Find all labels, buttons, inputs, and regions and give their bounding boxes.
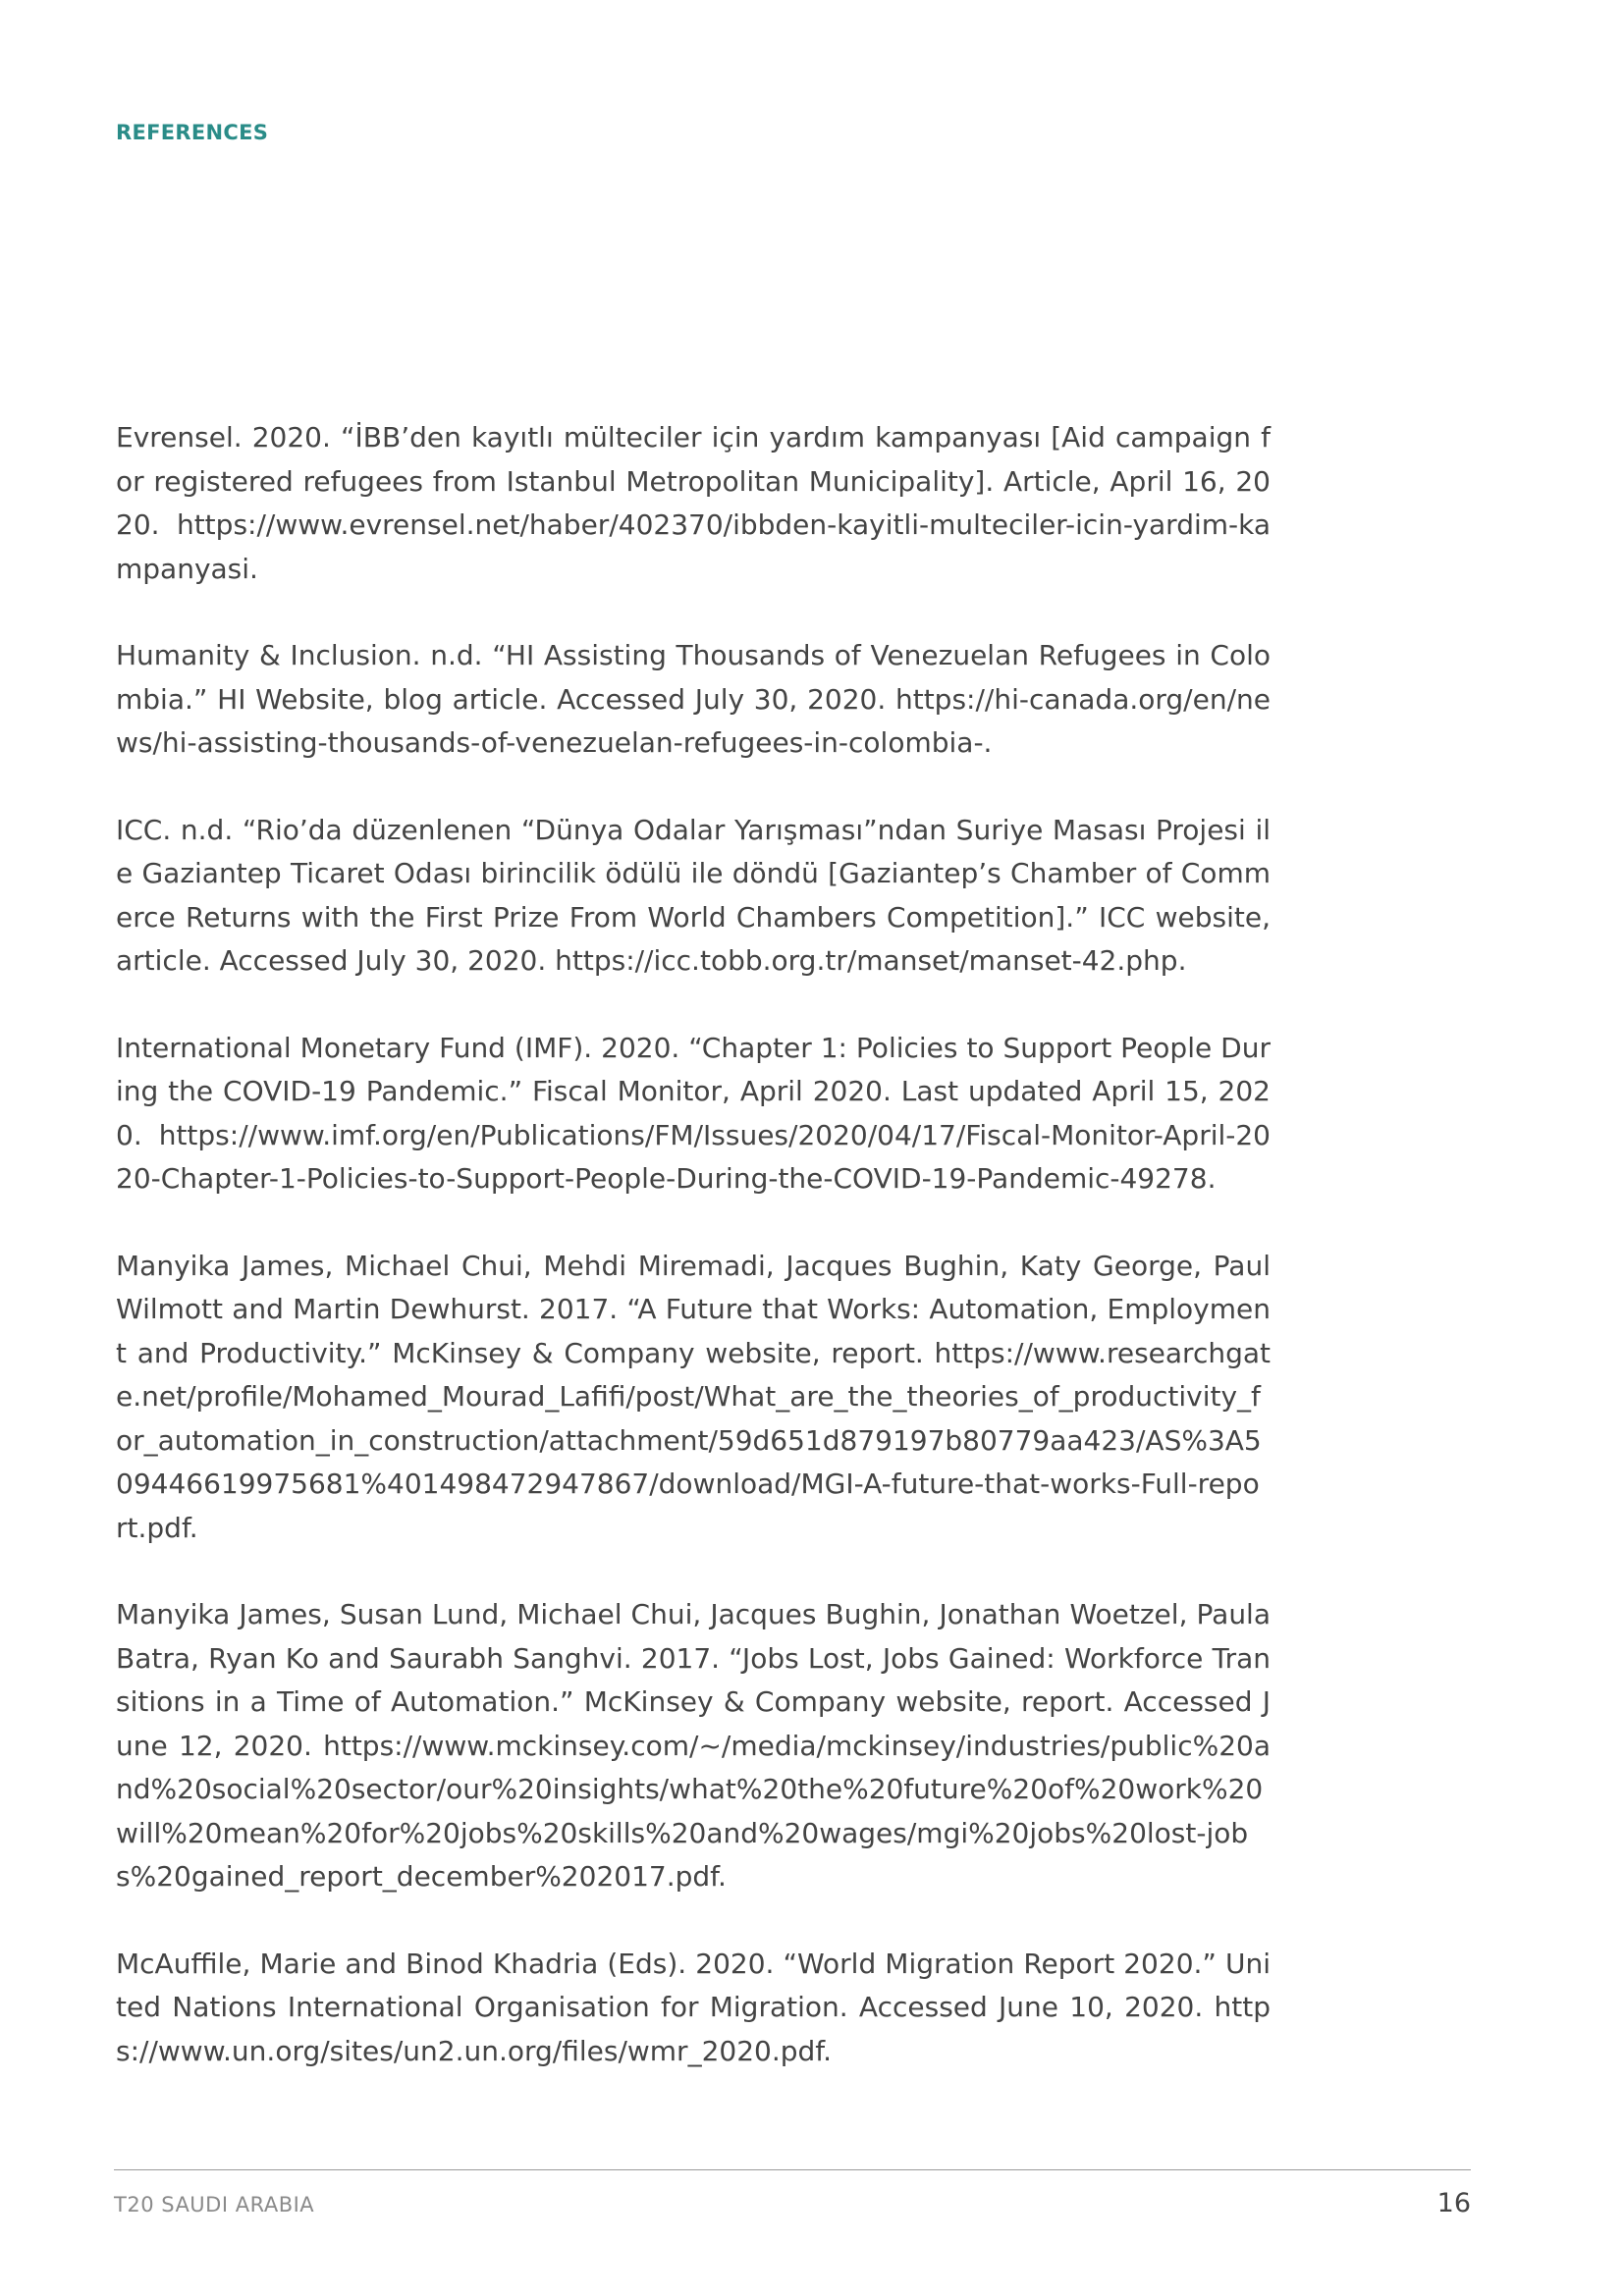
page-number: 16 xyxy=(1436,2188,1471,2218)
reference-entry: Evrensel. 2020. “İBB’den kayıtlı mülteciler için yardım kampanyası [Aid campaign for registered refugees from Istanbul Metropolitan Municipality]. Article, April 16, 2020. https://www.evrensel.net/haber/402370/ibbden-kayitli-multeciler-icin-yardim-kampanyasi. xyxy=(116,421,1271,585)
reference-entry: McAuffile, Marie and Binod Khadria (Eds). 2020. “World Migration Report 2020.” United Nations International Organisation for Migration. Accessed June 10, 2020. https://www.un.org/sites/un2.un.org/files/wmr_2020.pdf. xyxy=(116,1947,1271,2067)
reference-entry: International Monetary Fund (IMF). 2020. “Chapter 1: Policies to Support People During the COVID-19 Pandemic.” Fiscal Monitor, April 2020. Last updated April 15, 2020. https://www.imf.org/en/Publications/FM/Issues/2020/04/17/Fiscal-Monitor-April-2020-Chapter-1-Policies-to-Support-People-During-the-COVID-19-Pandemic-49278. xyxy=(116,1031,1271,1195)
reference-entry: Humanity & Inclusion. n.d. “HI Assisting Thousands of Venezuelan Refugees in Colombia.” HI Website, blog article. Accessed July 30, 2020. https://hi-canada.org/en/news/hi-assisting-thousands-of-venezuelan-refugees-in-colombia-. xyxy=(116,639,1271,759)
reference-entry: ICC. n.d. “Rio’da düzenlenen “Dünya Odalar Yarışması”ndan Suriye Masası Projesi ile Gaziantep Ticaret Odası birincilik ödülü ile döndü [Gaziantep’s Chamber of Commerce Returns with the First Prize From World Chambers Competition].” ICC website, article. Accessed July 30, 2020. https://icc.tobb.org.tr/manset/manset-42.php. xyxy=(116,813,1271,977)
footer-divider xyxy=(114,2169,1471,2170)
section-label: REFERENCES xyxy=(116,121,269,144)
footer-publication: T20 SAUDI ARABIA xyxy=(114,2193,315,2216)
reference-list xyxy=(116,416,1271,2073)
reference-entry: Manyika James, Susan Lund, Michael Chui, Jacques Bughin, Jonathan Woetzel, Paula Batra, Ryan Ko and Saurabh Sanghvi. 2017. “Jobs Lost, Jobs Gained: Workforce Transitions in a Time of Automation.” McKinsey & Company website, report. Accessed June 12, 2020. https://www.mckinsey.com/~/media/mckinsey/industries/public%20and%20social%20sector/our%20insights/what%20the%20future%20of%20work%20will%20mean%20for%20jobs%20skills%20and%20wages/mgi%20jobs%20lost-jobs%20gained_report_december%202017.pdf. xyxy=(116,1598,1271,1893)
reference-entry: Manyika James, Michael Chui, Mehdi Miremadi, Jacques Bughin, Katy George, Paul Wilmott and Martin Dewhurst. 2017. “A Future that Works: Automation, Employment and Productivity.” McKinsey & Company website, report. https://www.researchgate.net/profile/Mohamed_Mourad_Lafifi/post/What_are_the_theories_of_productivity_for_automation_in_construction/attachment/59d651d879197b80779aa423/AS%3A509446619975681%401498472947867/download/MGI-A-future-that-works-Full-report.pdf. xyxy=(116,1249,1271,1544)
